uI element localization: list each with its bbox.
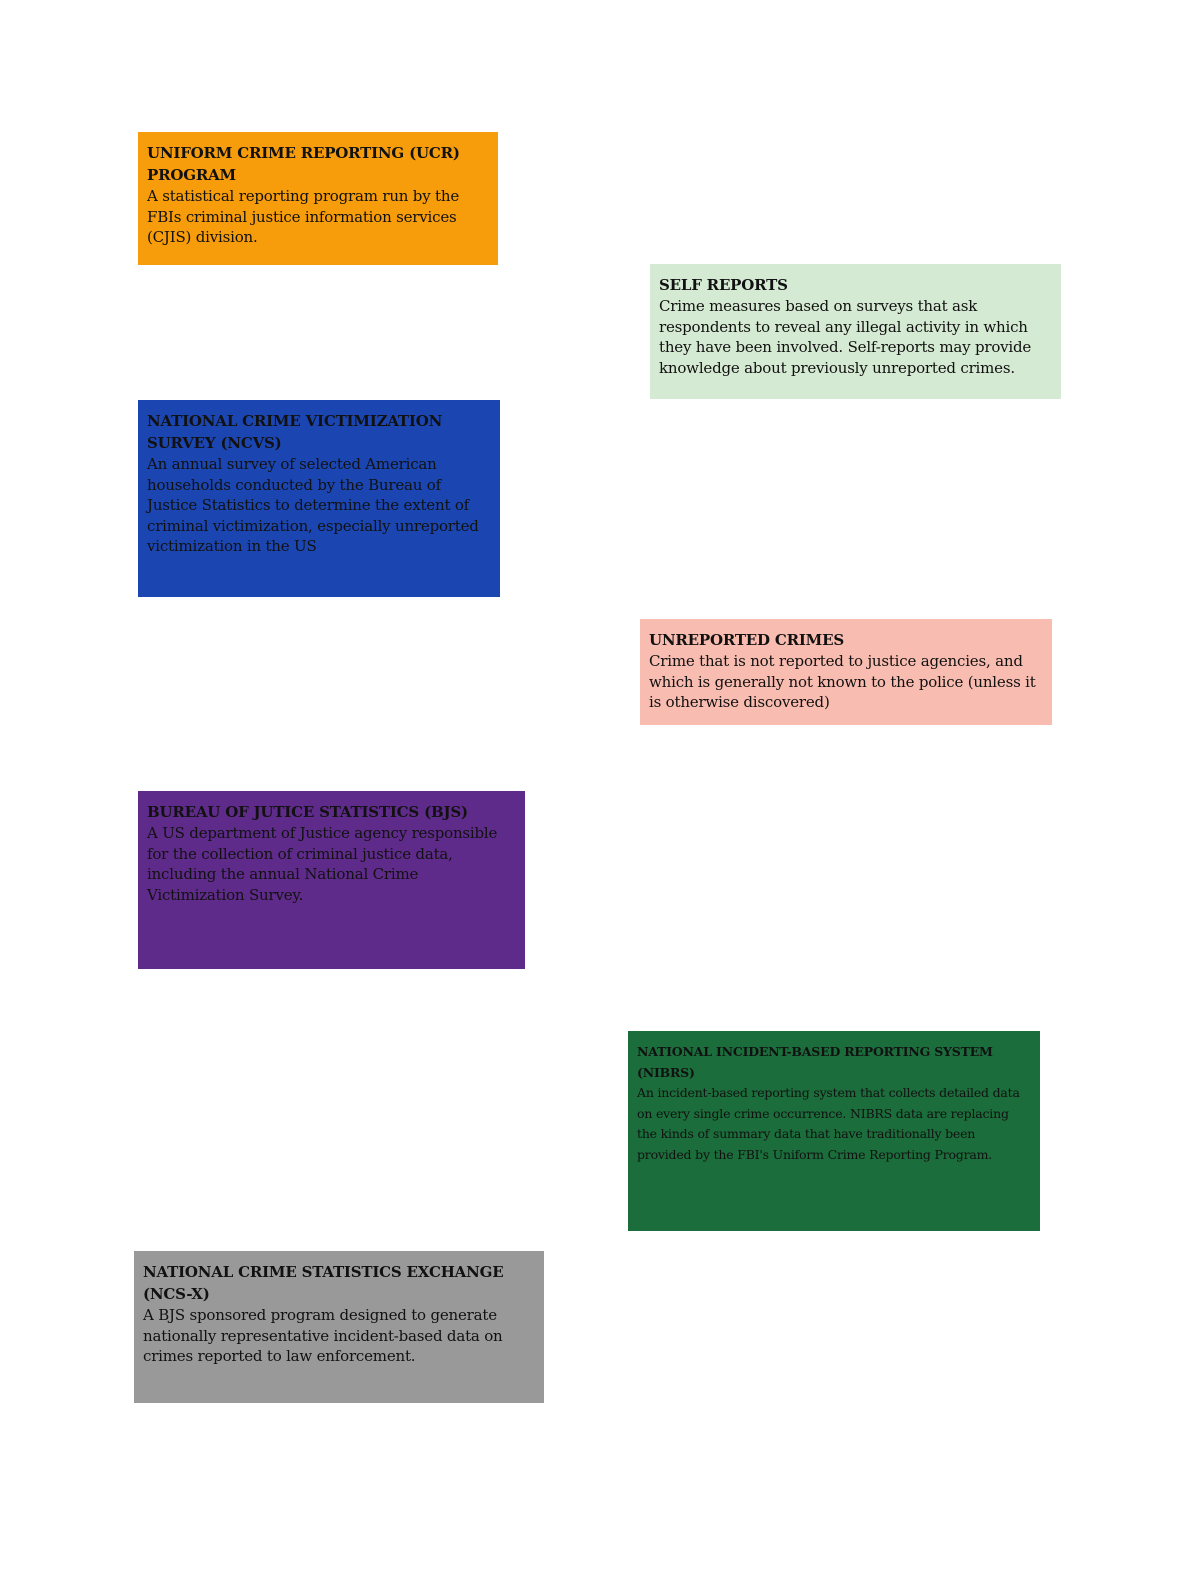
card-nibrs [628, 1031, 1040, 1231]
card-definition: A statistical reporting program run by the FBIs criminal justice information services (CJIS) division. [147, 187, 460, 246]
card-bjs [138, 791, 525, 969]
card-term: NATIONAL INCIDENT-BASED REPORTING SYSTEM (NIBRS) [637, 1044, 993, 1080]
card-term: NATIONAL CRIME STATISTICS EXCHANGE (NCS-X) [143, 1263, 504, 1303]
card-ncvs [138, 400, 500, 597]
card-definition: A US department of Justice agency responsible for the collection of criminal justice data, including the annual National Crime Victimization Survey. [147, 824, 498, 904]
card-definition: An incident-based reporting system that collects detailed data on every single crime occurrence. NIBRS data are replacing the kinds of summary data that have traditionally been provided by the FBI's Uniform Crime Reporting Program. [637, 1085, 1020, 1162]
card-term: SELF REPORTS [659, 276, 788, 294]
card-definition: A BJS sponsored program designed to generate nationally representative incident-based data on crimes reported to law enforcement. [143, 1306, 503, 1365]
card-ncs-x [134, 1251, 544, 1403]
card-unreported-crimes [640, 619, 1052, 725]
card-self-reports [650, 264, 1061, 399]
card-definition: Crime measures based on surveys that ask respondents to reveal any illegal activity in which they have been involved. Self-reports may provide knowledge about previously unreported crimes. [659, 297, 1032, 377]
card-ucr [138, 132, 498, 265]
card-term: UNREPORTED CRIMES [649, 631, 844, 649]
card-term: NATIONAL CRIME VICTIMIZATION SURVEY (NCVS) [147, 412, 443, 452]
card-definition: Crime that is not reported to justice agencies, and which is generally not known to the police (unless it is otherwise discovered) [649, 652, 1036, 711]
card-definition: An annual survey of selected American households conducted by the Bureau of Justice Statistics to determine the extent of criminal victimization, especially unreported victimization in the US [147, 455, 479, 555]
card-term: BUREAU OF JUTICE STATISTICS (BJS) [147, 803, 468, 821]
card-term: UNIFORM CRIME REPORTING (UCR) PROGRAM [147, 144, 460, 184]
